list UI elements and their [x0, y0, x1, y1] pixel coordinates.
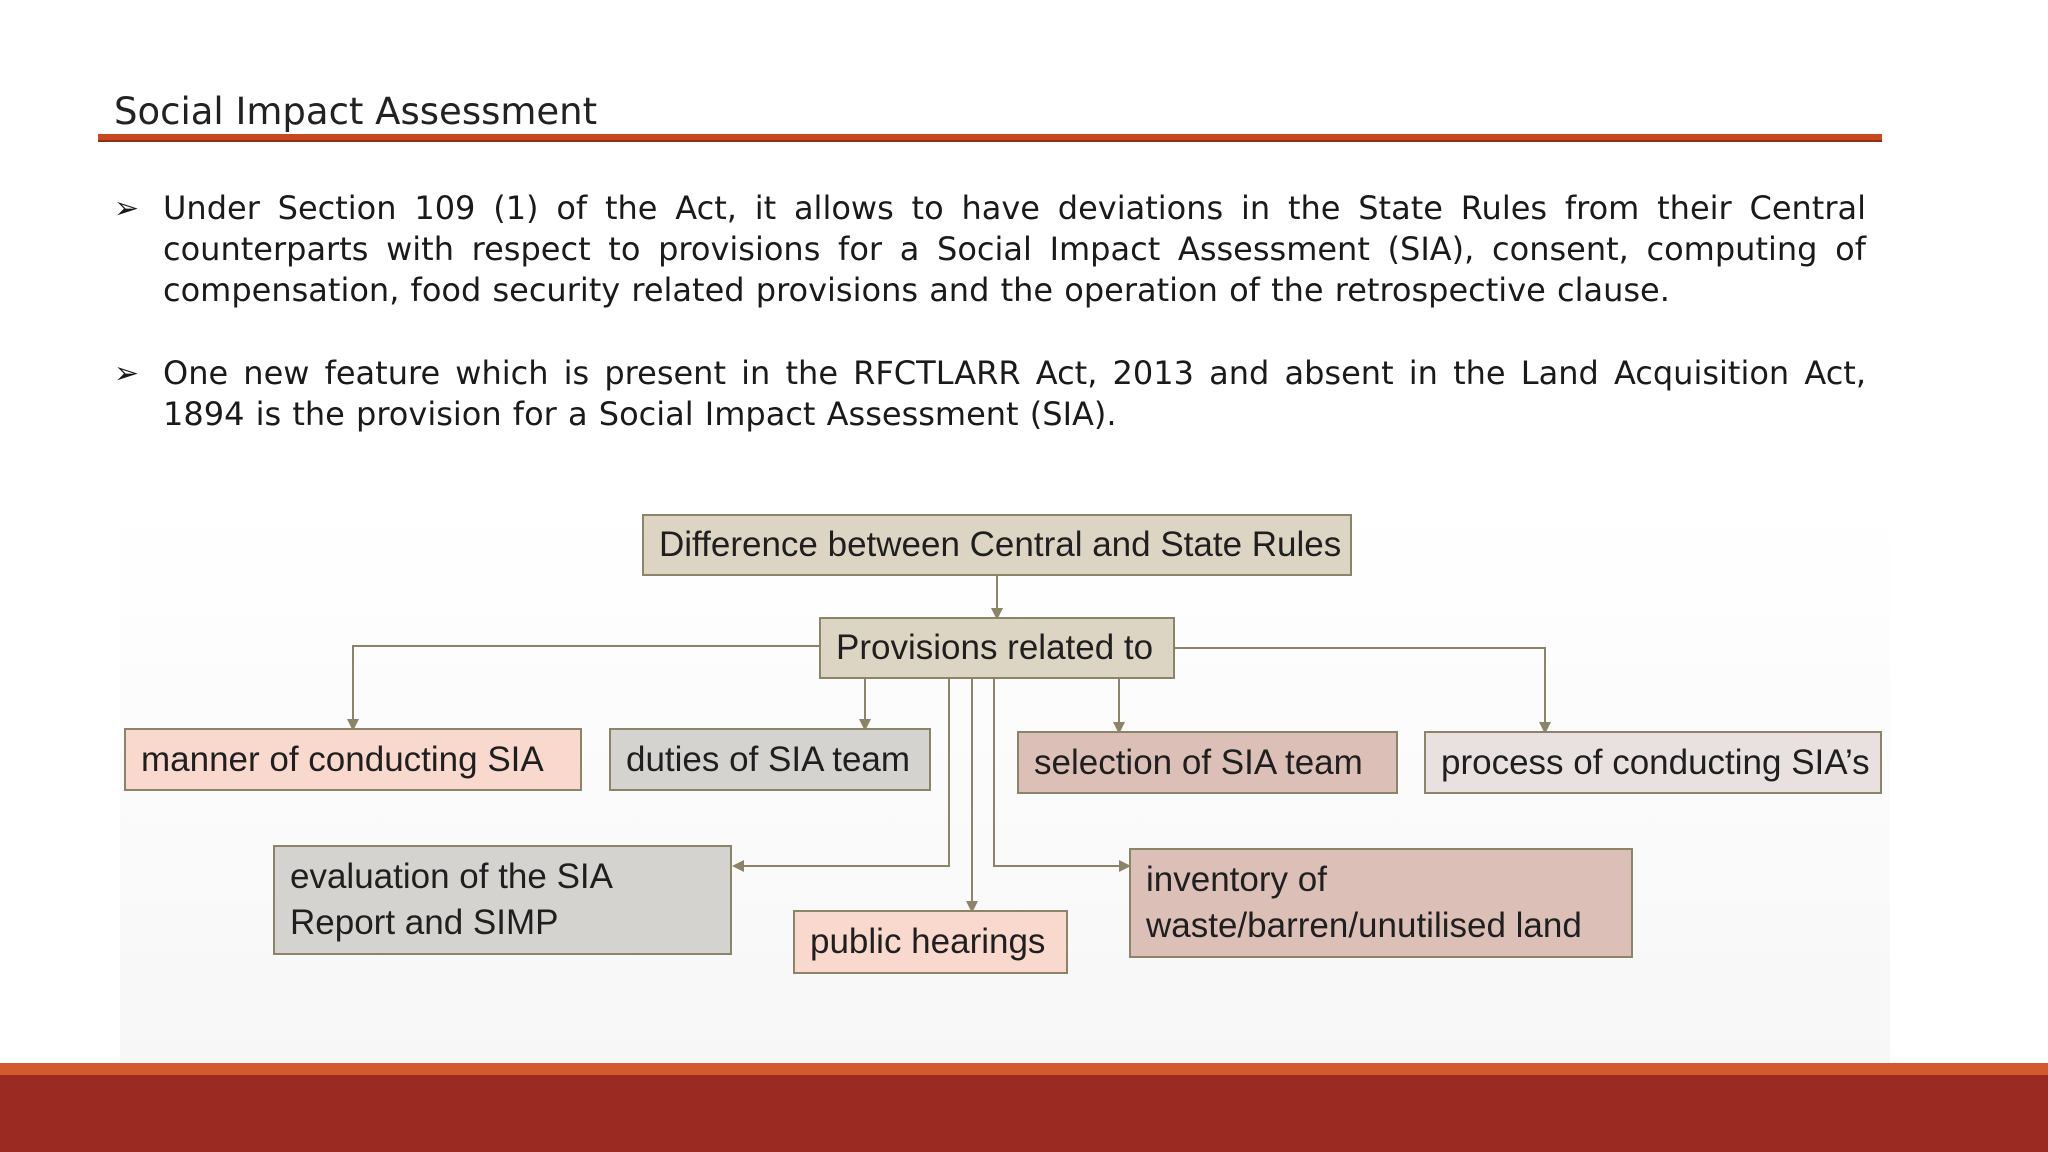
arrowhead-bullet-icon: ➢ [114, 191, 140, 226]
connector-hub-manner [353, 646, 819, 725]
node-evaluation-line2: Report and SIMP [290, 903, 559, 942]
bullet-text: Under Section 109 (1) of the Act, it allows to have deviations in the State Rules from their Central counterparts with respect to provisions for a Social Impact Assessment (SIA), consent, computing of compensation, food security related provisions and the operation of the retrospective clause. [163, 189, 1866, 309]
node-public-hearings: public hearings [793, 910, 1068, 974]
root-node: Difference between Central and State Rules [642, 514, 1352, 576]
node-inventory [1129, 848, 1633, 958]
bullet-text: One new feature which is present in the RFCTLARR Act, 2013 and absent in the Land Acquisition Act, 1894 is the provision for a Social Impact Assessment (SIA). [163, 354, 1866, 433]
node-evaluation-line1: evaluation of the SIA [290, 857, 613, 896]
node-selection: selection of SIA team [1017, 731, 1398, 794]
hub-node: Provisions related to [819, 617, 1175, 679]
node-inventory-line1: inventory of [1146, 860, 1327, 899]
node-evaluation [273, 845, 732, 955]
footer-accent-stripe [0, 1063, 2048, 1075]
slide-title: Social Impact Assessment [114, 90, 598, 133]
arrowhead-bullet-icon: ➢ [114, 356, 140, 391]
node-manner: manner of conducting SIA [124, 728, 582, 791]
connector-hub-process [1175, 648, 1545, 728]
node-duties: duties of SIA team [609, 728, 931, 791]
node-process: process of conducting SIA’s [1424, 731, 1882, 794]
footer-band [0, 1075, 2048, 1152]
node-inventory-line2: waste/barren/unutilised land [1146, 906, 1582, 945]
